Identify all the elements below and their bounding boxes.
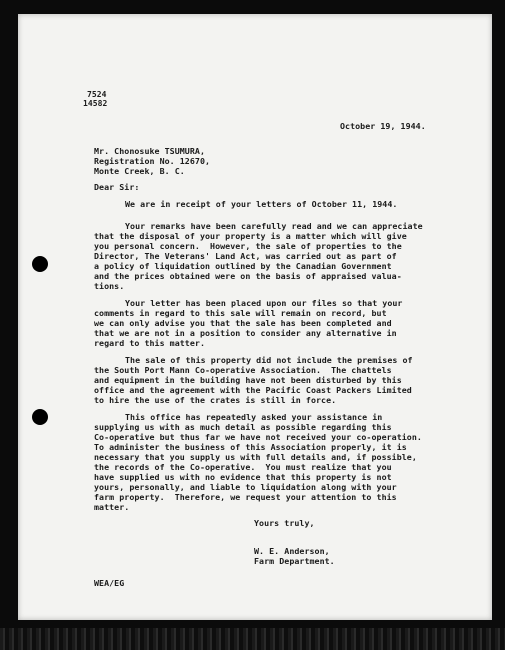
paragraph-line: tions. — [94, 281, 125, 291]
letter-date: October 19, 1944. — [340, 121, 426, 131]
typist-initials: WEA/EG — [94, 578, 125, 588]
paragraph-line: Co-operative but thus far we have not received your co-operation. — [94, 432, 422, 442]
recipient-registration: Registration No. 12670, — [94, 156, 211, 166]
paragraph-line: office and the agreement with the Pacific Coast Packers Limited — [94, 385, 412, 395]
paragraph-line: farm property. Therefore, we request your attention to this — [94, 492, 397, 502]
paragraph-line: necessary that you supply us with full details and, if possible, — [94, 452, 417, 462]
punch-hole-top — [32, 256, 48, 272]
paragraph-line: matter. — [94, 502, 130, 512]
paragraph-line: comments in regard to this sale will remain on record, but — [94, 308, 387, 318]
paragraph-line: the records of the Co-operative. You must realize that you — [94, 462, 392, 472]
paragraph-line: This office has repeatedly asked your assistance in — [125, 412, 383, 422]
paragraph-line: we can only advise you that the sale has been completed and — [94, 318, 392, 328]
paragraph-line: you personal concern. However, the sale of properties to the — [94, 241, 402, 251]
paragraph-line: To administer the business of this Association properly, it is — [94, 442, 407, 452]
punch-hole-bottom — [32, 409, 48, 425]
paragraph-line: and equipment in the building have not been disturbed by this — [94, 375, 402, 385]
recipient-address: Monte Creek, B. C. — [94, 166, 185, 176]
closing: Yours truly, — [254, 518, 315, 528]
reference-number: 7524 — [87, 90, 107, 99]
salutation: Dear Sir: — [94, 182, 140, 192]
paragraph-line: the South Port Mann Co-operative Association. The chattels — [94, 365, 392, 375]
paragraph-line: have supplied us with no evidence that this property is not — [94, 472, 392, 482]
signatory-department: Farm Department. — [254, 556, 335, 566]
paragraph-line: regard to this matter. — [94, 338, 205, 348]
paragraph-line: that the disposal of your property is a matter which will give — [94, 231, 407, 241]
paragraph-line: and the prices obtained were on the basis of appraised valua- — [94, 271, 402, 281]
recipient-name: Mr. Chonosuke TSUMURA, — [94, 146, 205, 156]
paragraph-line: yours, personally, and liable to liquidation along with your — [94, 482, 397, 492]
paragraph-line: Your remarks have been carefully read and we can appreciate — [125, 221, 423, 231]
paragraph-line: The sale of this property did not include the premises of — [125, 355, 413, 365]
paragraph-line: Director, The Veterans' Land Act, was carried out as part of — [94, 251, 397, 261]
paragraph-line: a policy of liquidation outlined by the Canadian Government — [94, 261, 392, 271]
paragraph-line: to hire the use of the crates is still in force. — [94, 395, 337, 405]
paragraph-line: that we are not in a position to consider any alternative in — [94, 328, 397, 338]
film-edge — [0, 628, 505, 650]
reference-number: 14582 — [83, 99, 108, 108]
paragraph-line: Your letter has been placed upon our files so that your — [125, 298, 403, 308]
paragraph-line: We are in receipt of your letters of October 11, 1944. — [125, 199, 398, 209]
paragraph-line: supplying us with as much detail as possible regarding this — [94, 422, 392, 432]
signatory-name: W. E. Anderson, — [254, 546, 330, 556]
